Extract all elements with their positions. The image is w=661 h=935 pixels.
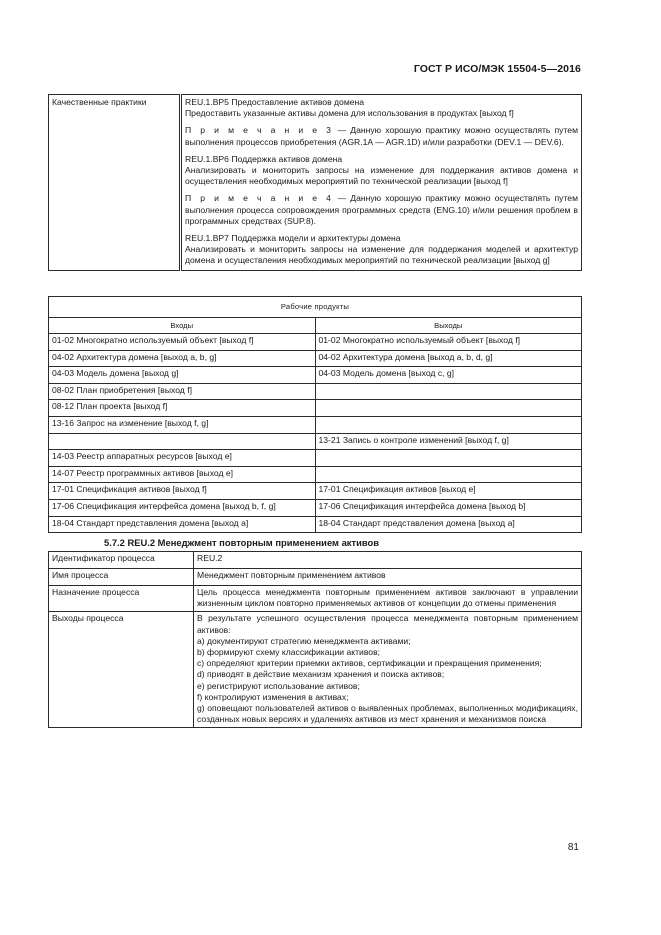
output-cell: 13-21 Запись о контроле изменений [выход f, g]	[315, 433, 582, 450]
output-cell: 17-01 Спецификация активов [выход e]	[315, 483, 582, 500]
output-cell: 17-06 Спецификация интерфейса домена [выход b]	[315, 499, 582, 516]
practices-label: Качественные практики	[49, 95, 181, 271]
practices-content	[181, 95, 582, 271]
table-row	[49, 499, 582, 516]
list-item: f) контролируют изменения в активах;	[197, 691, 349, 702]
bp5-text: Предоставить указанные активы домена для использования в продуктах [выход f]	[185, 108, 514, 119]
list-item: b) формируют схему классификации активов;	[197, 647, 381, 658]
output-cell	[315, 450, 582, 467]
note4-text: — Данную хорошую практику можно осуществлять путем выполнения процесса сопровождения программных средств (ENG.10) и/или решения проблем в программных средствах (SUP.8).	[185, 193, 578, 226]
process-purpose-label: Назначение процесса	[49, 586, 194, 612]
bp6-title: REU.1.BP6 Поддержка активов домена	[185, 153, 343, 164]
table-row	[49, 516, 582, 533]
input-cell: 04-02 Архитектура домена [выход a, b, g]	[49, 350, 316, 367]
outputs-header: Выходы	[315, 318, 582, 334]
section-title: 5.7.2 REU.2 Менеджмент повторным применением активов	[104, 537, 379, 548]
practice-bp7	[185, 233, 578, 267]
output-cell	[315, 466, 582, 483]
table-row	[49, 483, 582, 500]
process-table	[48, 551, 582, 728]
note3-text: — Данную хорошую практику можно осуществлять путем выполнения процессов приобретения (AGR.1A — AGR.1D) и/или разработки (DEV.1 — DEV.6).	[185, 125, 578, 147]
table-row	[49, 466, 582, 483]
document-header: ГОСТ Р ИСО/МЭК 15504-5—2016	[413, 63, 581, 75]
list-item: c) определяют критерии приемки активов, сертификации и прекращения применения;	[197, 658, 542, 669]
input-cell: 14-07 Реестр программных активов [выход e]	[49, 466, 316, 483]
process-id-value: REU.2	[194, 552, 582, 569]
bp5-title: REU.1.BP5 Предоставление активов домена	[185, 97, 365, 107]
output-cell	[315, 383, 582, 400]
table-row	[49, 400, 582, 417]
output-cell: 18-04 Стандарт представления домена [выход a]	[315, 516, 582, 533]
output-cell	[315, 416, 582, 433]
table-row	[49, 433, 582, 450]
table-row	[49, 334, 582, 351]
process-outputs-label: Выходы процесса	[49, 612, 194, 728]
input-cell: 17-06 Спецификация интерфейса домена [выход b, f, g]	[49, 499, 316, 516]
bp6-text: Анализировать и мониторить запросы на изменение для поддержания активов домена и осуществления необходимых мероприятий по технической реализации [выход f]	[185, 165, 578, 187]
list-item: g) оповещают пользователей активов о выявленных проблемах, выполненных модификациях, созданных новых версиях и удалениях активов из мест хранения и механизмов поиска	[197, 703, 578, 725]
process-id-label: Идентификатор процесса	[49, 552, 194, 569]
input-cell: 08-12 План проекта [выход f]	[49, 400, 316, 417]
note-4	[185, 193, 578, 227]
table-row	[49, 383, 582, 400]
practice-bp5	[185, 97, 578, 119]
work-products-title: Рабочие продукты	[49, 297, 582, 318]
process-purpose-value: Цель процесса менеджмента повторным применением активов заключают в управлении жизненным циклом повторно применяемых активов от концепции до отмены применения	[194, 586, 582, 612]
practices-table	[48, 94, 582, 271]
input-cell: 18-04 Стандарт представления домена [выход a]	[49, 516, 316, 533]
input-cell: 13-16 Запрос на изменение [выход f, g]	[49, 416, 316, 433]
note4-label: П р и м е ч а н и е 4	[185, 193, 334, 204]
list-item: a) документируют стратегию менеджмента активами;	[197, 635, 411, 646]
practice-bp6	[185, 154, 578, 188]
work-products-table	[48, 296, 582, 533]
bp7-title: REU.1.BP7 Поддержка модели и архитектуры домена	[185, 233, 401, 244]
output-cell	[315, 400, 582, 417]
input-cell: 08-02 План приобретения [выход f]	[49, 383, 316, 400]
input-cell	[49, 433, 316, 450]
output-cell: 04-03 Модель домена [выход c, g]	[315, 367, 582, 384]
outputs-intro: В результате успешного осуществления процесса менеджмента повторным применением активов:	[197, 613, 578, 635]
list-item: e) регистрируют использование активов;	[197, 680, 360, 691]
output-cell: 01-02 Многократно используемый объект [выход f]	[315, 334, 582, 351]
process-name-value: Менеджмент повторным применением активов	[194, 569, 582, 586]
bp7-text: Анализировать и мониторить запросы на изменение для поддержания моделей и архитектур домена и осуществления необходимых мероприятий по технической реализации [выход g]	[185, 244, 578, 266]
process-name-label: Имя процесса	[49, 569, 194, 586]
input-cell: 14-03 Реестр аппаратных ресурсов [выход e]	[49, 450, 316, 467]
page-number: 81	[567, 842, 579, 853]
table-row	[49, 450, 582, 467]
list-item: d) приводят в действие механизм хранения и поиска активов;	[197, 669, 445, 680]
input-cell: 17-01 Спецификация активов [выход f]	[49, 483, 316, 500]
input-cell: 01-02 Многократно используемый объект [выход f]	[49, 334, 316, 351]
process-outputs-content	[194, 612, 582, 728]
table-row	[49, 416, 582, 433]
table-row	[49, 350, 582, 367]
inputs-header: Входы	[49, 318, 316, 334]
note-3	[185, 125, 578, 147]
input-cell: 04-03 Модель домена [выход g]	[49, 367, 316, 384]
output-cell: 04-02 Архитектура домена [выход a, b, d, g]	[315, 350, 582, 367]
note3-label: П р и м е ч а н и е 3	[185, 125, 334, 136]
table-row	[49, 367, 582, 384]
